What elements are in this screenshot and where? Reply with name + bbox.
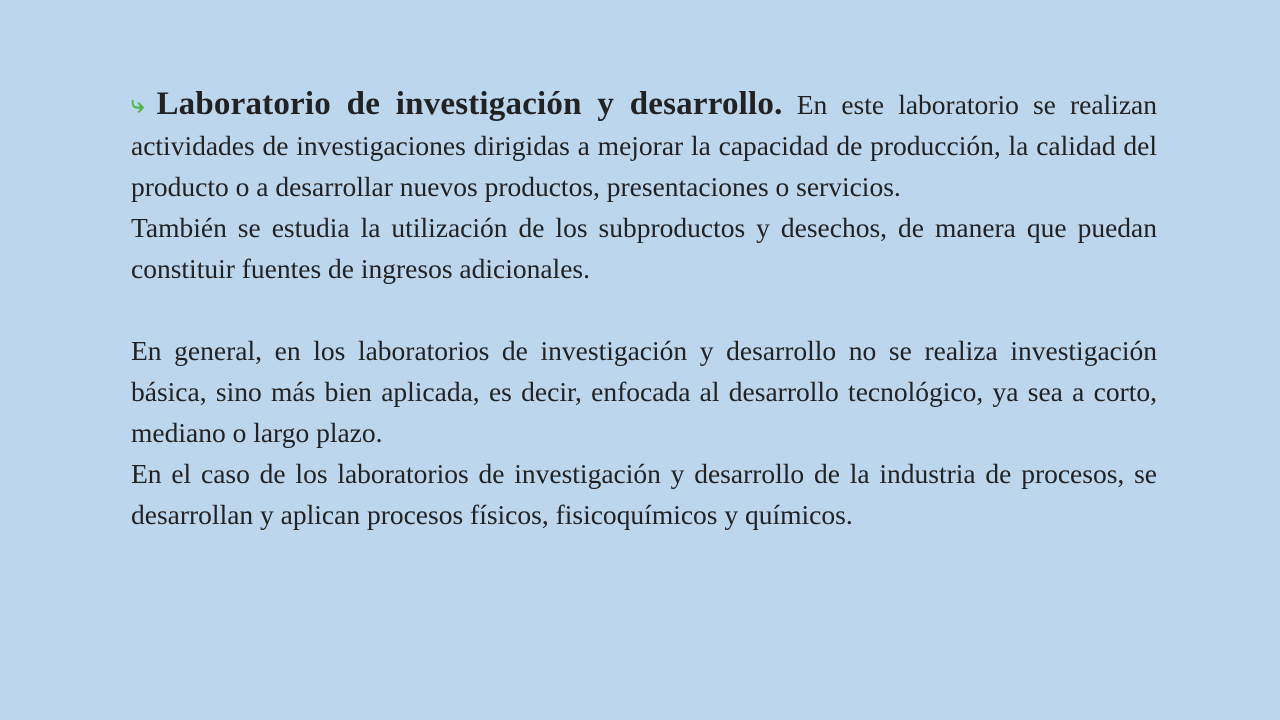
paragraph-general: En general, en los laboratorios de investigación y desarrollo no se realiza investigación básica, sino más bien aplicada, es decir, enfocada al desarrollo tecnológico, ya sea a corto, mediano o largo plazo.	[131, 335, 1157, 448]
paragraph-process-industry: En el caso de los laboratorios de investigación y desarrollo de la industria de procesos, se desarrollan y aplican procesos físicos, fisicoquímicos y químicos.	[131, 458, 1157, 530]
curved-arrow-right-icon: ⤷	[131, 90, 145, 118]
paragraph-byproducts: También se estudia la utilización de los subproductos y desechos, de manera que puedan constituir fuentes de ingresos adicionales.	[131, 212, 1157, 284]
paragraph-text: En este laboratorio se realizan actividades de investigaciones dirigidas a mejorar la capacidad de producción, la calidad del producto o a desarrollar nuevos productos, presentaciones o servicios.	[131, 89, 1157, 202]
section-heading: Laboratorio de investigación y desarrollo.	[156, 86, 783, 122]
paragraph-intro	[131, 84, 1157, 207]
slide-content	[131, 84, 1157, 535]
paragraph-spacer	[131, 289, 1157, 330]
